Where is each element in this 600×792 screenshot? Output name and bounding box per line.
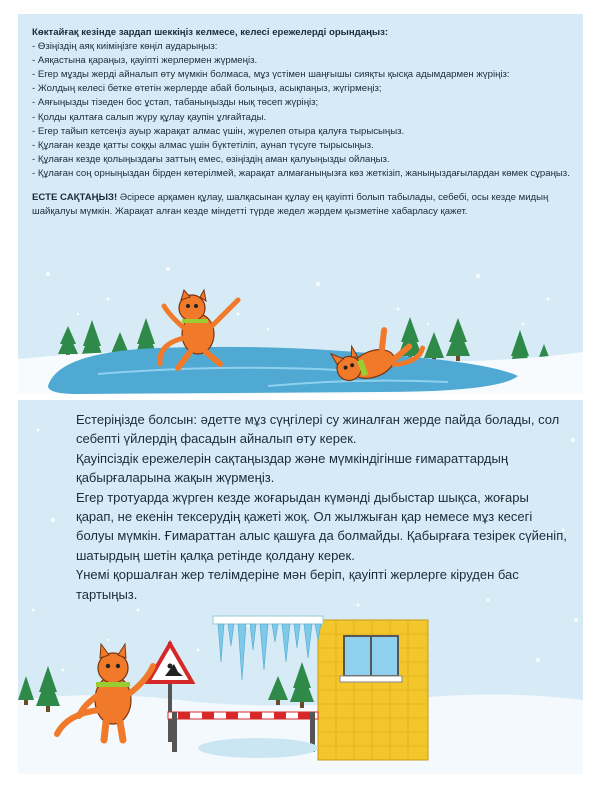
rule-item: - Өзіңіздің аяқ киіміңізге көңіл аударыңыз: xyxy=(32,41,218,53)
top-info-panel xyxy=(18,14,583,394)
ice-patch xyxy=(198,738,318,758)
paragraph: Егер тротуарда жүрген кезде жоғарыдан күмәнді дыбыстар шықса, жоғары қарап, не екенін тексерудің қажеті жоқ. Ол жылжыған қар немесе мұз кесегі болуы мүмкін. Ғимараттан алыс қашуға да болмайды. Қабырғаға тезірек сүйеніп, шатырдың шетін қалқа ретінде қолдану керек. xyxy=(76,489,567,563)
paragraph: Үнемі қоршалған жер телімдеріне мән беріп, қауіпті жерлерге кіруден бас тартыңыз. xyxy=(76,567,519,602)
rule-item: - Егер мұзды жерді айналып өту мүмкін болмаса, мұз үстімен шаңғышы сияқты қысқа адымдармен жүріңіз: xyxy=(32,69,510,81)
remember-text: Әсіресе арқамен құлау, шалқасынан құлау ең қауіпті болып табылады, себебі, осы кезде мидың шайқалуы мүмкін. Жарақат алған кезде міндетті түрде жедел жәрдем қызметіне хабарласу қажет. xyxy=(32,192,549,218)
icicles xyxy=(213,616,323,680)
bottom-info-panel xyxy=(18,400,583,774)
rules-title: Көктайғақ кезінде зардап шеккіңіз келмесе, келесі ережелерді орындаңыз: xyxy=(32,27,389,38)
rule-item: - Жолдың келесі бетке өтетін жерлерде абай болыңыз, асықпаңыз, жүгірмеңіз; xyxy=(32,83,382,95)
icicles-building-illustration xyxy=(18,400,583,774)
rule-item: - Егер тайып кетсеңіз ауыр жарақат алмас үшін, жүрелеп отыра қалуға тырысыңыз. xyxy=(32,125,405,137)
rule-item: - Құлаған кезде қатты соққы алмас үшін бүктетіліп, аунап түсуге тырысыңыз. xyxy=(32,139,374,151)
paragraph: Қауіпсіздік ережелерін сақтаңыздар және мүмкіндігінше ғимараттардың қабырғаларына жақын жүрмеңіз. xyxy=(76,450,509,486)
paragraph: Естеріңізде болсын: әдетте мұз сүңгілері су жиналған жерде пайда болады, сол себепті үйлердің фасадын айналып өту керек. xyxy=(76,412,560,447)
yellow-building xyxy=(318,620,428,760)
ice-skating-cats-illustration xyxy=(18,14,583,394)
rule-item: - Аяғыңызды тізеден бос ұстап, табаныңызды нық төсеп жүріңіз; xyxy=(32,97,319,109)
rule-item: - Құлаған кезде қолыңыздағы заттың емес, өзіңіздің аман қалуыңызды ойлаңыз. xyxy=(32,153,390,165)
rule-item: - Қолды қалтаға салып жүру құлау қаупін ұлғайтады. xyxy=(32,111,267,123)
rule-item: - Аяқастына қараңыз, қауіпті жерлермен жүрмеңіз. xyxy=(32,55,258,67)
rule-item: - Құлаған соң орныңыздан бірден көтерілмей, жарақат алмағаныңызға көз жеткізіп, жаныңыздағылардан көмек сұраңыз. xyxy=(32,167,570,179)
remember-label: ЕСТЕ САҚТАҢЫЗ! xyxy=(32,192,118,204)
